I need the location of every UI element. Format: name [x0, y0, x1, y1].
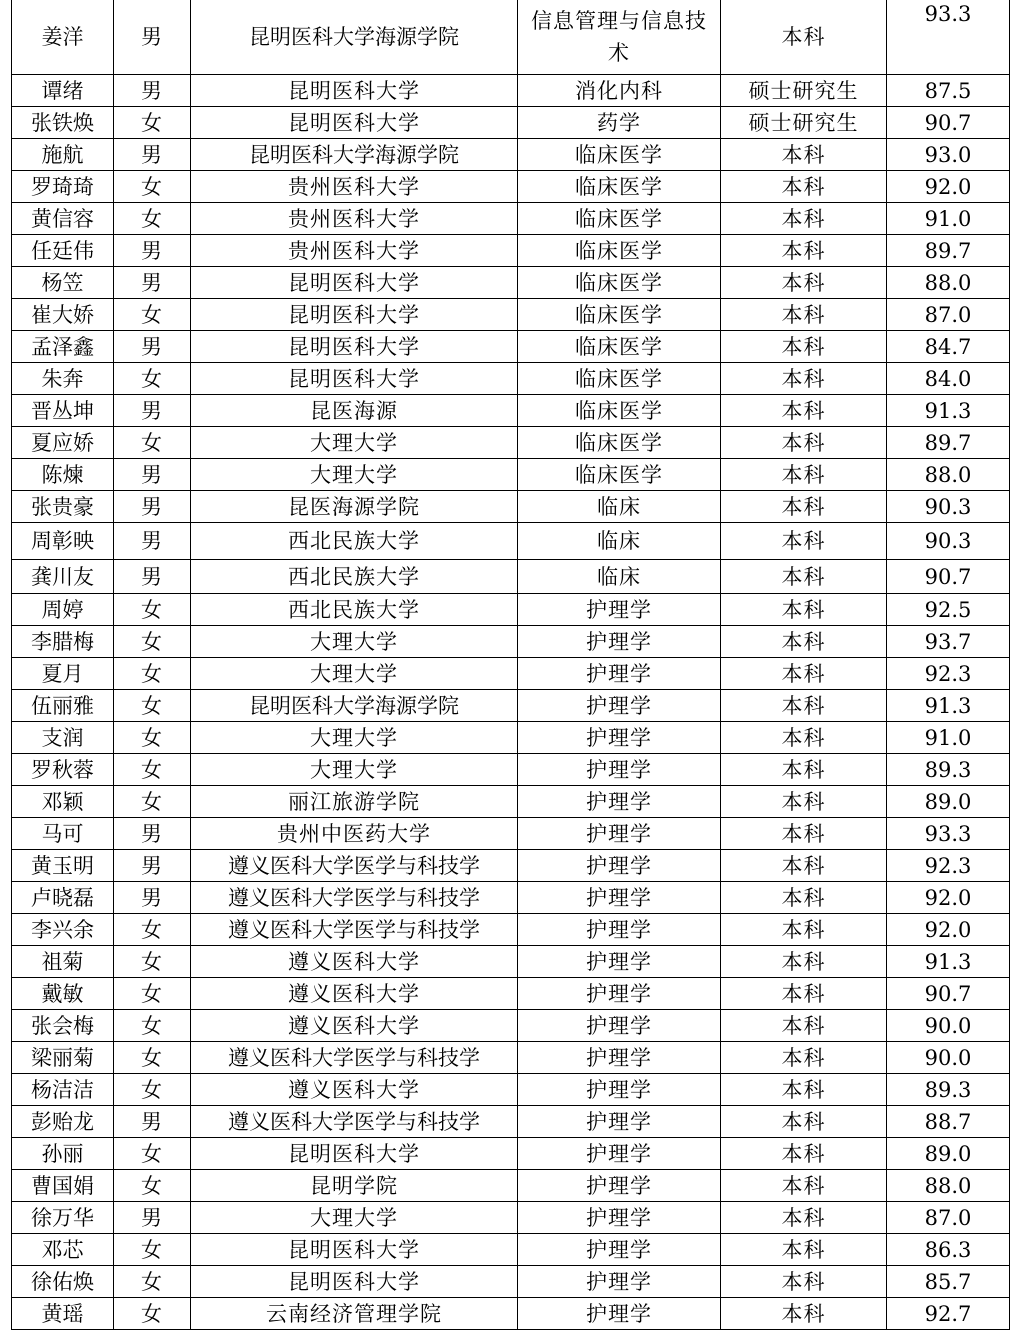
name-cell: 张铁焕 [12, 107, 114, 139]
degree-cell: 本科 [721, 1074, 887, 1106]
major-cell: 护理学 [518, 1202, 721, 1234]
table-row [12, 459, 1010, 491]
school-cell: 贵州中医药大学 [191, 818, 518, 850]
major-cell: 护理学 [518, 1138, 721, 1170]
table-row [12, 658, 1010, 690]
gender-cell: 男 [114, 882, 191, 914]
score-cell: 90.0 [887, 1010, 1010, 1042]
name-cell: 杨笠 [12, 267, 114, 299]
table-row [12, 299, 1010, 331]
gender-cell: 女 [114, 786, 191, 818]
school-cell: 昆明医科大学 [191, 363, 518, 395]
score-cell: 89.0 [887, 1138, 1010, 1170]
major-cell: 护理学 [518, 594, 721, 626]
name-cell: 夏应娇 [12, 427, 114, 459]
name-cell: 周彰映 [12, 523, 114, 560]
major-cell: 护理学 [518, 1170, 721, 1202]
name-cell: 崔大娇 [12, 299, 114, 331]
degree-cell: 本科 [721, 1170, 887, 1202]
score-cell: 90.7 [887, 560, 1010, 594]
degree-cell: 本科 [721, 1106, 887, 1138]
school-cell: 大理大学 [191, 1202, 518, 1234]
table-row [12, 1202, 1010, 1234]
name-cell: 张会梅 [12, 1010, 114, 1042]
degree-cell: 本科 [721, 299, 887, 331]
gender-cell: 女 [114, 1170, 191, 1202]
score-cell: 87.0 [887, 1202, 1010, 1234]
name-cell: 徐佑焕 [12, 1266, 114, 1298]
degree-cell: 本科 [721, 363, 887, 395]
gender-cell: 男 [114, 850, 191, 882]
degree-cell: 本科 [721, 427, 887, 459]
degree-cell: 本科 [721, 491, 887, 523]
score-cell: 90.7 [887, 978, 1010, 1010]
score-cell: 90.3 [887, 491, 1010, 523]
major-cell: 临床医学 [518, 235, 721, 267]
name-cell: 姜洋 [12, 0, 114, 75]
gender-cell: 男 [114, 523, 191, 560]
gender-cell: 男 [114, 75, 191, 107]
table-row [12, 363, 1010, 395]
table-row [12, 427, 1010, 459]
score-cell: 91.3 [887, 690, 1010, 722]
degree-cell: 本科 [721, 560, 887, 594]
gender-cell: 女 [114, 754, 191, 786]
name-cell: 龚川友 [12, 560, 114, 594]
degree-cell: 本科 [721, 978, 887, 1010]
school-cell: 丽江旅游学院 [191, 786, 518, 818]
degree-cell: 本科 [721, 0, 887, 75]
score-cell: 90.7 [887, 107, 1010, 139]
major-cell: 护理学 [518, 1106, 721, 1138]
name-cell: 彭贻龙 [12, 1106, 114, 1138]
school-cell: 遵义医科大学医学与科技学 [191, 1106, 518, 1138]
gender-cell: 男 [114, 1202, 191, 1234]
gender-cell: 男 [114, 818, 191, 850]
major-cell: 临床医学 [518, 267, 721, 299]
school-cell: 大理大学 [191, 754, 518, 786]
degree-cell: 本科 [721, 1234, 887, 1266]
degree-cell: 本科 [721, 850, 887, 882]
degree-cell: 本科 [721, 235, 887, 267]
school-cell: 大理大学 [191, 722, 518, 754]
score-cell: 84.7 [887, 331, 1010, 363]
major-cell: 护理学 [518, 690, 721, 722]
degree-cell: 本科 [721, 139, 887, 171]
table-row [12, 914, 1010, 946]
name-cell: 卢晓磊 [12, 882, 114, 914]
major-cell: 护理学 [518, 658, 721, 690]
major-cell: 临床 [518, 560, 721, 594]
gender-cell: 男 [114, 395, 191, 427]
table-row [12, 235, 1010, 267]
major-cell: 护理学 [518, 1298, 721, 1330]
table-row [12, 1074, 1010, 1106]
gender-cell: 男 [114, 560, 191, 594]
gender-cell: 男 [114, 491, 191, 523]
score-cell: 88.7 [887, 1106, 1010, 1138]
name-cell: 黄玉明 [12, 850, 114, 882]
score-cell: 89.7 [887, 235, 1010, 267]
gender-cell: 女 [114, 594, 191, 626]
candidate-score-table [11, 0, 1010, 1330]
school-cell: 大理大学 [191, 427, 518, 459]
degree-cell: 本科 [721, 1298, 887, 1330]
school-cell: 昆医海源 [191, 395, 518, 427]
name-cell: 任廷伟 [12, 235, 114, 267]
degree-cell: 本科 [721, 594, 887, 626]
gender-cell: 女 [114, 626, 191, 658]
degree-cell: 本科 [721, 171, 887, 203]
name-cell: 戴敏 [12, 978, 114, 1010]
table-row [12, 1266, 1010, 1298]
table-row [12, 560, 1010, 594]
major-cell: 护理学 [518, 946, 721, 978]
major-cell: 护理学 [518, 626, 721, 658]
school-cell: 遵义医科大学医学与科技学 [191, 850, 518, 882]
degree-cell: 本科 [721, 331, 887, 363]
degree-cell: 本科 [721, 1266, 887, 1298]
name-cell: 施航 [12, 139, 114, 171]
name-cell: 孟泽鑫 [12, 331, 114, 363]
score-cell: 87.5 [887, 75, 1010, 107]
degree-cell: 本科 [721, 626, 887, 658]
school-cell: 昆明医科大学 [191, 299, 518, 331]
name-cell: 曹国娟 [12, 1170, 114, 1202]
name-cell: 梁丽菊 [12, 1042, 114, 1074]
score-cell: 92.0 [887, 171, 1010, 203]
table-row [12, 395, 1010, 427]
major-cell: 护理学 [518, 754, 721, 786]
major-cell: 药学 [518, 107, 721, 139]
school-cell: 昆明医科大学海源学院 [191, 0, 518, 75]
major-cell: 护理学 [518, 818, 721, 850]
degree-cell: 本科 [721, 722, 887, 754]
score-cell: 93.3 [887, 0, 1010, 75]
score-cell: 88.0 [887, 1170, 1010, 1202]
school-cell: 贵州医科大学 [191, 171, 518, 203]
table-row [12, 754, 1010, 786]
major-cell: 护理学 [518, 978, 721, 1010]
degree-cell: 本科 [721, 1138, 887, 1170]
school-cell: 昆明医科大学海源学院 [191, 139, 518, 171]
name-cell: 朱奔 [12, 363, 114, 395]
score-cell: 89.7 [887, 427, 1010, 459]
major-cell: 临床医学 [518, 139, 721, 171]
table-row [12, 1298, 1010, 1330]
degree-cell: 本科 [721, 459, 887, 491]
gender-cell: 男 [114, 235, 191, 267]
table-row [12, 978, 1010, 1010]
gender-cell: 女 [114, 107, 191, 139]
major-cell: 信息管理与信息技术 [518, 0, 721, 75]
school-cell: 昆明医科大学海源学院 [191, 690, 518, 722]
name-cell: 邓颖 [12, 786, 114, 818]
major-cell: 临床 [518, 491, 721, 523]
table-row [12, 1042, 1010, 1074]
degree-cell: 本科 [721, 786, 887, 818]
score-cell: 92.5 [887, 594, 1010, 626]
name-cell: 罗秋蓉 [12, 754, 114, 786]
major-cell: 护理学 [518, 882, 721, 914]
school-cell: 遵义医科大学 [191, 1074, 518, 1106]
table-row [12, 107, 1010, 139]
gender-cell: 女 [114, 171, 191, 203]
name-cell: 黄瑶 [12, 1298, 114, 1330]
table-row [12, 75, 1010, 107]
name-cell: 祖菊 [12, 946, 114, 978]
major-cell: 护理学 [518, 1266, 721, 1298]
score-cell: 86.3 [887, 1234, 1010, 1266]
score-cell: 91.0 [887, 203, 1010, 235]
table-row [12, 267, 1010, 299]
name-cell: 李腊梅 [12, 626, 114, 658]
gender-cell: 女 [114, 914, 191, 946]
major-cell: 护理学 [518, 914, 721, 946]
table-row [12, 722, 1010, 754]
table-row [12, 1234, 1010, 1266]
gender-cell: 女 [114, 1298, 191, 1330]
score-cell: 92.3 [887, 658, 1010, 690]
degree-cell: 本科 [721, 1202, 887, 1234]
major-cell: 临床医学 [518, 395, 721, 427]
table-row [12, 139, 1010, 171]
degree-cell: 本科 [721, 1010, 887, 1042]
gender-cell: 女 [114, 363, 191, 395]
school-cell: 云南经济管理学院 [191, 1298, 518, 1330]
score-cell: 89.0 [887, 786, 1010, 818]
score-cell: 92.3 [887, 850, 1010, 882]
table-row [12, 850, 1010, 882]
table-row [12, 331, 1010, 363]
name-cell: 马可 [12, 818, 114, 850]
score-cell: 93.3 [887, 818, 1010, 850]
score-cell: 87.0 [887, 299, 1010, 331]
degree-cell: 本科 [721, 754, 887, 786]
name-cell: 孙丽 [12, 1138, 114, 1170]
degree-cell: 硕士研究生 [721, 107, 887, 139]
gender-cell: 女 [114, 946, 191, 978]
school-cell: 遵义医科大学医学与科技学 [191, 882, 518, 914]
major-cell: 临床 [518, 523, 721, 560]
school-cell: 昆明医科大学 [191, 107, 518, 139]
school-cell: 大理大学 [191, 459, 518, 491]
school-cell: 昆明学院 [191, 1170, 518, 1202]
degree-cell: 本科 [721, 1042, 887, 1074]
table-row [12, 1170, 1010, 1202]
gender-cell: 女 [114, 1074, 191, 1106]
table-row [12, 1106, 1010, 1138]
table-row [12, 523, 1010, 560]
table-row [12, 594, 1010, 626]
score-cell: 90.0 [887, 1042, 1010, 1074]
school-cell: 遵义医科大学 [191, 978, 518, 1010]
major-cell: 护理学 [518, 1010, 721, 1042]
name-cell: 夏月 [12, 658, 114, 690]
degree-cell: 本科 [721, 946, 887, 978]
table-row [12, 491, 1010, 523]
school-cell: 昆明医科大学 [191, 75, 518, 107]
school-cell: 西北民族大学 [191, 560, 518, 594]
major-cell: 护理学 [518, 722, 721, 754]
major-cell: 临床医学 [518, 363, 721, 395]
major-cell: 消化内科 [518, 75, 721, 107]
gender-cell: 男 [114, 0, 191, 75]
table-body [12, 0, 1010, 1330]
major-cell: 临床医学 [518, 299, 721, 331]
score-cell: 91.3 [887, 946, 1010, 978]
school-cell: 昆明医科大学 [191, 1138, 518, 1170]
name-cell: 周婷 [12, 594, 114, 626]
school-cell: 遵义医科大学医学与科技学 [191, 914, 518, 946]
major-cell: 临床医学 [518, 331, 721, 363]
score-cell: 85.7 [887, 1266, 1010, 1298]
name-cell: 黄信容 [12, 203, 114, 235]
name-cell: 陈煉 [12, 459, 114, 491]
school-cell: 昆明医科大学 [191, 1234, 518, 1266]
score-cell: 91.0 [887, 722, 1010, 754]
major-cell: 临床医学 [518, 459, 721, 491]
degree-cell: 本科 [721, 818, 887, 850]
major-cell: 护理学 [518, 850, 721, 882]
name-cell: 晋丛坤 [12, 395, 114, 427]
name-cell: 支润 [12, 722, 114, 754]
degree-cell: 本科 [721, 690, 887, 722]
name-cell: 徐万华 [12, 1202, 114, 1234]
table-row [12, 1010, 1010, 1042]
major-cell: 临床医学 [518, 203, 721, 235]
major-cell: 护理学 [518, 1074, 721, 1106]
gender-cell: 女 [114, 1010, 191, 1042]
name-cell: 张贵豪 [12, 491, 114, 523]
school-cell: 贵州医科大学 [191, 203, 518, 235]
table-row [12, 0, 1010, 75]
gender-cell: 男 [114, 331, 191, 363]
gender-cell: 男 [114, 267, 191, 299]
score-cell: 90.3 [887, 523, 1010, 560]
gender-cell: 女 [114, 299, 191, 331]
score-cell: 89.3 [887, 1074, 1010, 1106]
score-cell: 89.3 [887, 754, 1010, 786]
school-cell: 昆明医科大学 [191, 331, 518, 363]
score-cell: 88.0 [887, 459, 1010, 491]
name-cell: 谭绪 [12, 75, 114, 107]
gender-cell: 女 [114, 203, 191, 235]
score-cell: 92.0 [887, 914, 1010, 946]
school-cell: 西北民族大学 [191, 594, 518, 626]
table-row [12, 1138, 1010, 1170]
gender-cell: 女 [114, 1234, 191, 1266]
score-cell: 92.7 [887, 1298, 1010, 1330]
gender-cell: 女 [114, 427, 191, 459]
school-cell: 昆明医科大学 [191, 267, 518, 299]
degree-cell: 本科 [721, 882, 887, 914]
score-cell: 92.0 [887, 882, 1010, 914]
name-cell: 伍丽雅 [12, 690, 114, 722]
degree-cell: 本科 [721, 203, 887, 235]
score-cell: 93.0 [887, 139, 1010, 171]
school-cell: 贵州医科大学 [191, 235, 518, 267]
school-cell: 昆医海源学院 [191, 491, 518, 523]
gender-cell: 女 [114, 1042, 191, 1074]
school-cell: 遵义医科大学医学与科技学 [191, 1042, 518, 1074]
degree-cell: 硕士研究生 [721, 75, 887, 107]
gender-cell: 女 [114, 690, 191, 722]
table-row [12, 786, 1010, 818]
table-row [12, 626, 1010, 658]
gender-cell: 女 [114, 722, 191, 754]
score-cell: 88.0 [887, 267, 1010, 299]
degree-cell: 本科 [721, 523, 887, 560]
school-cell: 遵义医科大学 [191, 946, 518, 978]
gender-cell: 女 [114, 658, 191, 690]
gender-cell: 女 [114, 1138, 191, 1170]
name-cell: 李兴余 [12, 914, 114, 946]
major-cell: 护理学 [518, 1042, 721, 1074]
gender-cell: 女 [114, 1266, 191, 1298]
school-cell: 西北民族大学 [191, 523, 518, 560]
name-cell: 罗琦琦 [12, 171, 114, 203]
table-row [12, 882, 1010, 914]
degree-cell: 本科 [721, 267, 887, 299]
table-row [12, 690, 1010, 722]
major-cell: 临床医学 [518, 427, 721, 459]
school-cell: 大理大学 [191, 658, 518, 690]
table-row [12, 203, 1010, 235]
gender-cell: 男 [114, 139, 191, 171]
score-cell: 93.7 [887, 626, 1010, 658]
gender-cell: 女 [114, 978, 191, 1010]
degree-cell: 本科 [721, 914, 887, 946]
gender-cell: 男 [114, 1106, 191, 1138]
major-cell: 护理学 [518, 1234, 721, 1266]
degree-cell: 本科 [721, 658, 887, 690]
major-cell: 临床医学 [518, 171, 721, 203]
score-cell: 84.0 [887, 363, 1010, 395]
school-cell: 大理大学 [191, 626, 518, 658]
name-cell: 邓芯 [12, 1234, 114, 1266]
table-row [12, 946, 1010, 978]
degree-cell: 本科 [721, 395, 887, 427]
name-cell: 杨洁洁 [12, 1074, 114, 1106]
school-cell: 昆明医科大学 [191, 1266, 518, 1298]
table-row [12, 818, 1010, 850]
school-cell: 遵义医科大学 [191, 1010, 518, 1042]
score-cell: 91.3 [887, 395, 1010, 427]
gender-cell: 男 [114, 459, 191, 491]
major-cell: 护理学 [518, 786, 721, 818]
table-row [12, 171, 1010, 203]
